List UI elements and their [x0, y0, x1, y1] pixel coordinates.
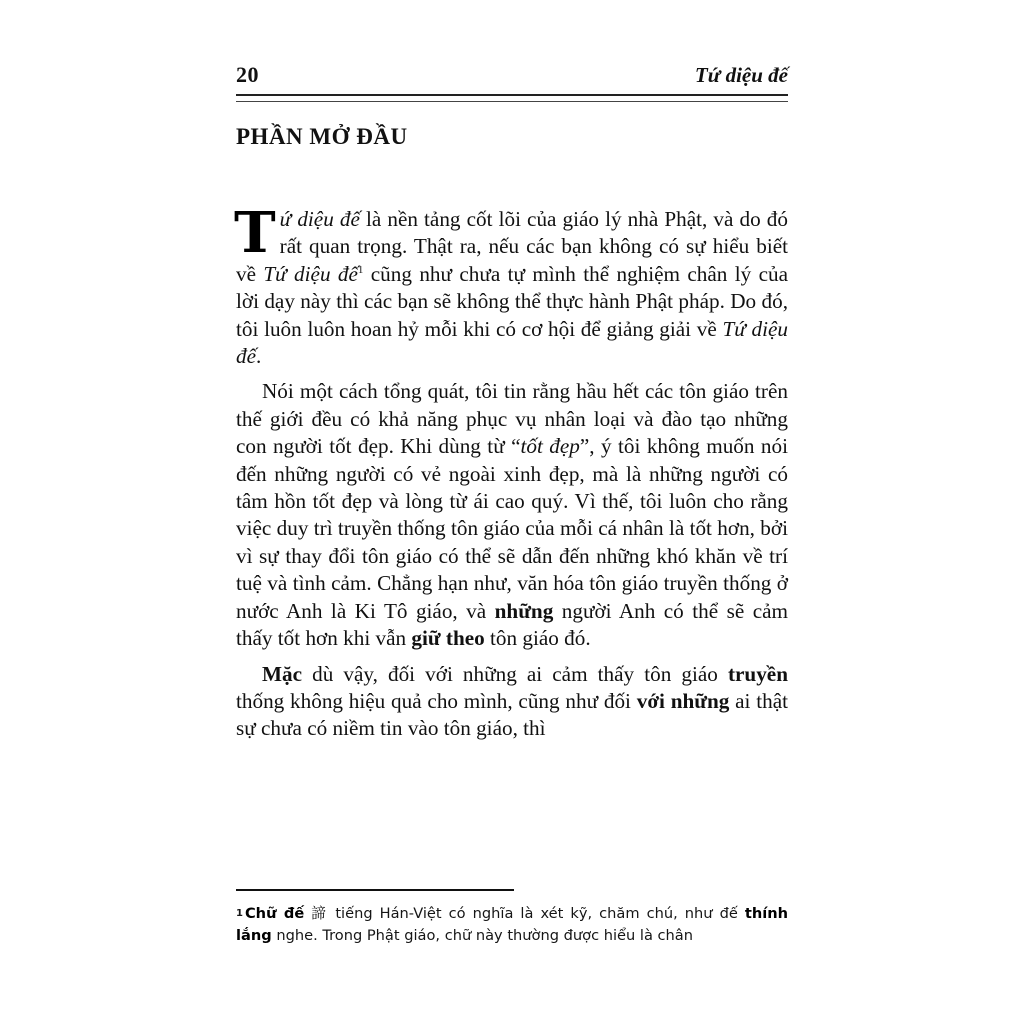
- running-head: [236, 60, 788, 88]
- paragraph-text: người Anh có thể sẽ cảm thấy tốt hơn khi vẫn: [236, 598, 788, 651]
- paragraph-text: ai thật sự chưa có niềm tin vào tôn giáo, thì: [236, 688, 788, 741]
- footnote-reference[interactable]: 1: [357, 263, 364, 276]
- book-page: [236, 60, 788, 751]
- running-title: Tứ diệu đế: [694, 63, 788, 87]
- italic-term: tốt đẹp: [520, 434, 580, 459]
- body-text: [234, 200, 788, 743]
- ink-smudge-text: truyền: [727, 661, 788, 686]
- drop-cap: T: [234, 200, 276, 266]
- paragraph-text: ”, ý tôi không muốn nói đến những người có vẻ ngoài xinh đẹp, mà là những người có tâm hồn tốt đẹp và lòng từ ái cao quý. Vì thế, tôi luôn cho rằng việc duy trì truyền thống tôn giáo của mỗi cá nhân là tốt hơn, bởi vì sự thay đổi tôn giáo có thể sẽ dẫn đến những khó khăn về trí tuệ và tình cảm. Chẳng hạn như, văn hóa tôn giáo truyền thống ở nước Anh là Ki Tô giáo, và: [236, 434, 788, 623]
- paragraph-text: .: [256, 344, 262, 369]
- paragraph-1: [234, 200, 788, 370]
- section-title: PHẦN MỞ ĐẦU: [236, 124, 408, 149]
- italic-term: Tứ diệu đế: [263, 261, 358, 286]
- ink-smudge-text: Chữ đế: [244, 905, 305, 922]
- footnote-text: 諦 tiếng Hán-Việt có nghĩa là xét kỹ, chăm chú, như đế: [304, 905, 745, 922]
- header-double-rule: [236, 94, 788, 102]
- ink-smudge-text: giữ theo: [411, 626, 485, 651]
- italic-term: Tứ diệu đế: [236, 316, 788, 369]
- ink-smudge-text: những: [494, 598, 554, 623]
- footnote: [236, 903, 788, 947]
- ink-smudge-text: Mặc: [262, 661, 302, 686]
- paragraph-2: [236, 378, 788, 652]
- paragraph-text: là nền tảng cốt lõi của giáo lý nhà Phật, và do đó rất quan trọng. Thật ra, nếu các bạn không có sự hiểu biết về: [236, 207, 788, 286]
- page-number: 20: [236, 62, 259, 87]
- footnote-text: nghe. Trong Phật giáo, chữ này thường được hiểu là chân: [271, 927, 694, 944]
- paragraph-text: thống không hiệu quả cho mình, cũng như đối: [236, 688, 637, 713]
- paragraph-text: cũng như chưa tự mình thể nghiệm chân lý của lời dạy này thì các bạn sẽ không thể thực hành Phật pháp. Do đó, tôi luôn luôn hoan hỷ mỗi khi có cơ hội để giảng giải về: [236, 261, 788, 341]
- italic-term: ứ diệu đế: [279, 207, 360, 231]
- footnote-marker: 1: [236, 908, 243, 919]
- paragraph-text: tôn giáo đó.: [484, 626, 591, 651]
- paragraph-text: dù vậy, đối với những ai cảm thấy tôn giáo: [302, 661, 728, 686]
- ink-smudge-text: với những: [636, 688, 730, 713]
- paragraph-3: [236, 661, 788, 743]
- ink-smudge-text: thính lắng: [236, 905, 788, 944]
- footnote-separator: [236, 889, 514, 891]
- paragraph-text: Nói một cách tổng quát, tôi tin rằng hầu hết các tôn giáo trên thế giới đều có khả năng phục vụ nhân loại và đào tạo những con người tốt đẹp. Khi dùng từ “: [236, 379, 788, 459]
